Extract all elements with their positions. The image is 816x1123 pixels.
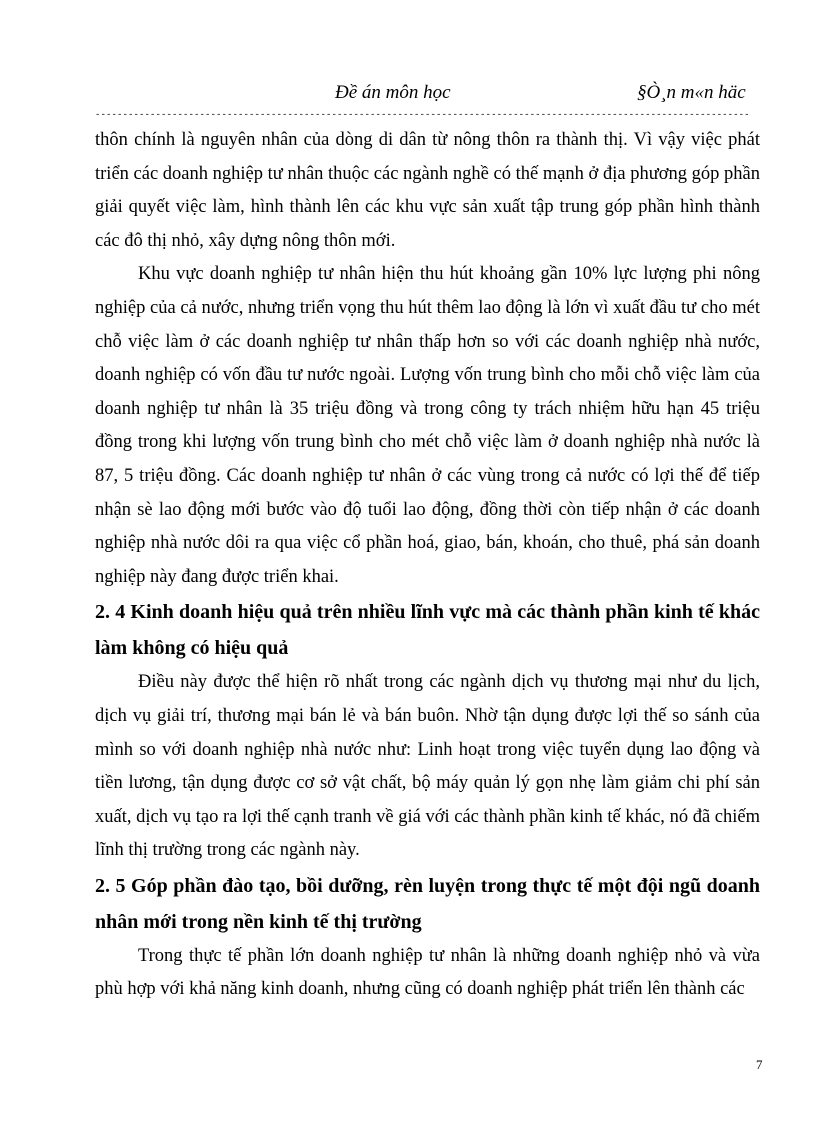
paragraph: Khu vực doanh nghiệp tư nhân hiện thu hút khoảng gần 10% lực lượng phi nông nghiệp của cả nước, nhưng triển vọng thu hút thêm lao động là lớn vì xuất đầu tư cho mét chỗ việc làm ở các doanh nghiệp tư nhân thấp hơn so với các doanh nghiệp nhà nước, doanh nghiệp có vốn đầu tư nước ngoài. Lượng vốn trung bình cho mỗi chỗ việc làm của doanh nghiệp tư nhân là 35 triệu đồng và trong công ty trách nhiệm hữu hạn 45 triệu đồng trong khi lượng vốn trung bình cho mét chỗ việc làm ở doanh nghiệp nhà nước là 87, 5 triệu đồng. Các doanh nghiệp tư nhân ở các vùng trong cả nước có lợi thế để tiếp nhận sè lao động mới bước vào độ tuổi lao động, đồng thời còn tiếp nhận ở các doanh nghiệp nhà nước dôi ra qua việc cổ phần hoá, giao, bán, khoán, cho thuê, phá sản doanh nghiệp này đang được triển khai. [95,264,760,587]
paragraph-continued: thôn chính là nguyên nhân của dòng di dân từ nông thôn ra thành thị. Vì vậy việc phát triển các doanh nghiệp tư nhân thuộc các ngành nghề có thế mạnh ở địa phương góp phần giải quyết việc làm, hình thành lên các khu vực sản xuất tập trung góp phần hình thành các đô thị nhỏ, xây dựng nông thôn mới. [95,130,760,251]
header-title-right: §Ò¸n m«n häc [637,82,746,103]
page-number: 7 [756,1057,763,1072]
section-heading-2-5: 2. 5 Góp phần đào tạo, bồi dưỡng, rèn luyện trong thực tế một đội ngũ doanh nhân mới trong nền kinh tế thị trường [95,874,760,933]
page-header [95,80,755,110]
paragraph: Trong thực tế phần lớn doanh nghiệp tư nhân là những doanh nghiệp nhỏ và vừa phù hợp với khả năng kinh doanh, nhưng cũng có doanh nghiệp phát triển lên thành các [95,945,760,1000]
header-title-left: Đề án môn học [335,82,451,103]
section-heading-2-4: 2. 4 Kinh doanh hiệu quả trên nhiều lĩnh vực mà các thành phần kinh tế khác làm không có hiệu quả [95,601,760,660]
header-rule: ----------------------------------------------------------------------------------------------------------------------- [95,110,750,120]
document-body [95,124,760,1007]
paragraph: Điều này được thể hiện rõ nhất trong các ngành dịch vụ thương mại như du lịch, dịch vụ giải trí, thương mại bán lẻ và bán buôn. Nhờ tận dụng được lợi thế so sánh của mình so với doanh nghiệp nhà nước như: Linh hoạt trong việc tuyển dụng lao động và tiền lương, tận dụng được cơ sở vật chất, bộ máy quản lý gọn nhẹ làm giảm chi phí sản xuất, dịch vụ tạo ra lợi thế cạnh tranh về giá với các thành phần kinh tế khác, nó đã chiếm lĩnh thị trường trong các ngành này. [95,672,760,861]
